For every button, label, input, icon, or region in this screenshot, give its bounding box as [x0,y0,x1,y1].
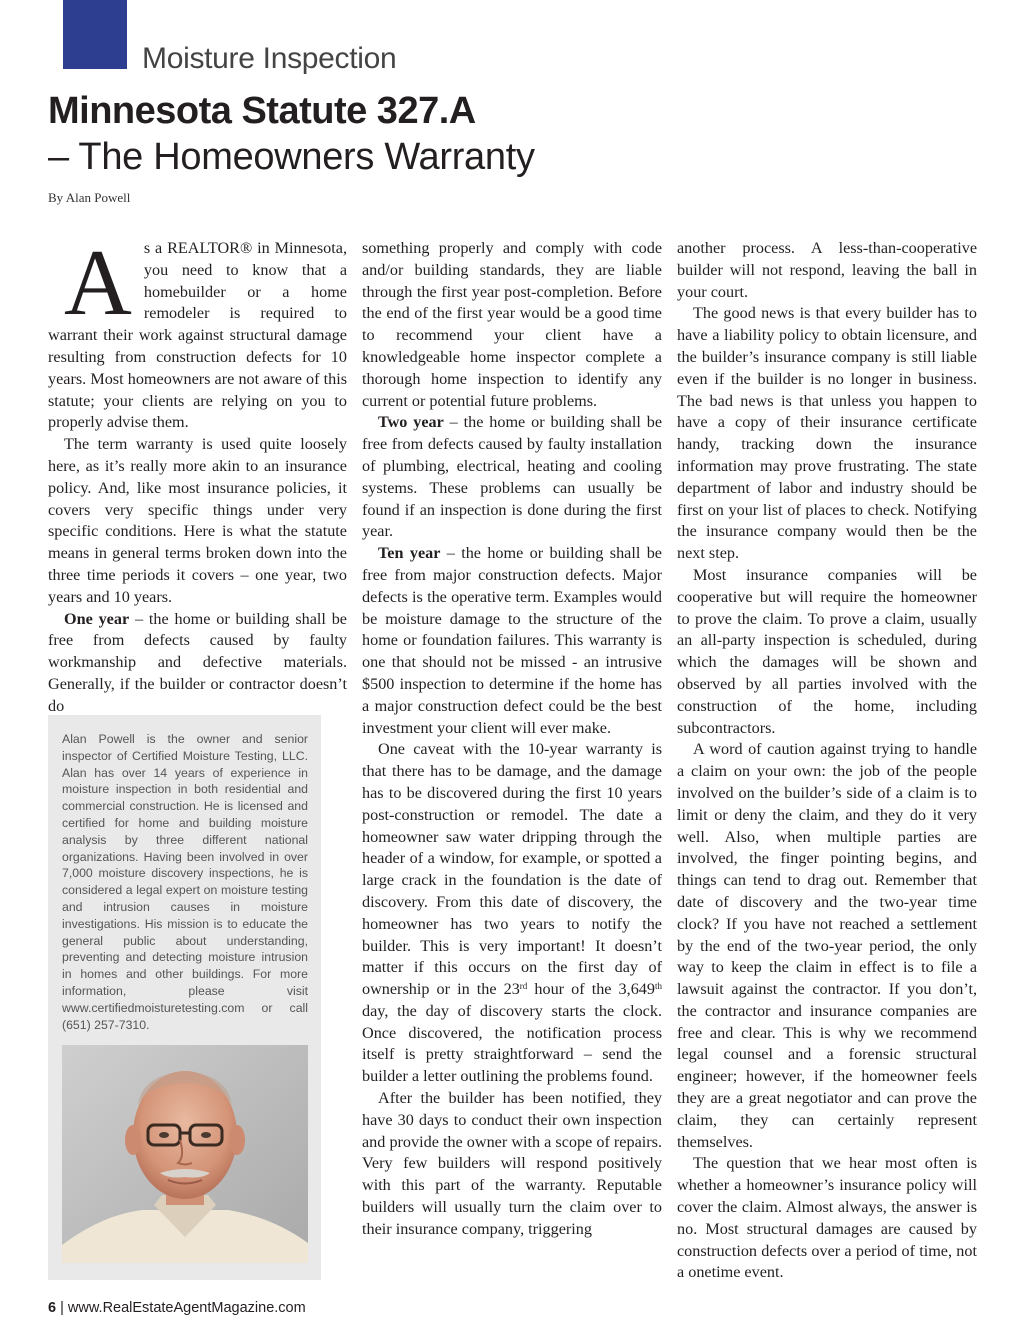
drop-cap: A [64,231,132,335]
article-paragraph: After the builder has been notified, they have 30 days to conduct their own inspection and provide the owner with a scope of repairs. Very few builders will respond positively with this part of the warranty. Reputable builders will usually turn the claim over to their insurance company, triggering [362,1089,662,1238]
paragraph-text: – the home or building shall be free from defects caused by faulty workmanship and defective materials. Generally, if the builder or contractor doesn’t do [48,609,347,715]
headline-line-1: Minnesota Statute 327.A [48,90,476,132]
paragraph-text: hour of the 3,649 [527,980,655,999]
article-column-2 [362,238,662,1241]
footer-website-link[interactable]: www.RealEstateAgentMagazine.com [67,1300,306,1316]
paragraph-text: s a REALTOR® in Minnesota, you need to know that a homebuilder or a home remodeler is required to warrant their work against structural damage resulting from construction defects for 10 years. Most homeowners are not aware of this statute; your clients are relying on you to properly advise them. [48,239,347,432]
article-paragraph: Most insurance companies will be cooperative but will require the homeowner to prove the claim. To prove a claim, usually an all-party inspection is scheduled, during which the damages will be shown and observed by all parties involved with the construction of the home, including subcontractors. [677,565,977,737]
article-paragraph: The good news is that every builder has to have a liability policy to obtain licensure, and the builder’s insurance company is still liable even if the builder is no longer in business. The bad news is that unless you happen to have a copy of their insurance certificate handy, tracking down the insurance information may prove frustrating. The state department of labor and industry should be first on your list of places to check. Notifying the insurance company would then be the next step. [677,304,977,563]
lead-in: Ten year [378,544,441,563]
article-paragraph: The term warranty is used quite loosely here, as it’s really more akin to an insurance policy. And, like most insurance policies, it covers very specific things under very specific conditions. Here is what the statute means in general terms broken down into the three time periods it covers – one year, two years and 10 years. [48,435,347,606]
byline: By Alan Powell [48,190,131,205]
author-portrait-image [62,1045,308,1263]
paragraph-text: One caveat with the 10-year warranty is that there has to be damage, and the damage has to be discovered during the first 10 years post-construction or remodel. The date a homeowner saw water dripping through the header of a window, for example, or spotted a large crack in the foundation is the date of discovery. From this date of discovery, the homeowner has two years to notify the builder. This is very important! It doesn’t matter if this occurs on the first day of ownership or in the 23 [362,740,662,999]
author-bio-box [48,715,321,1280]
lead-in: Two year [378,413,444,432]
page-footer [48,1300,306,1316]
article-paragraph: something properly and comply with code and/or building standards, they are liable through the first year post-completion. Before the end of the first year would be a good time to recommend your client have a knowledgeable home inspector complete a thorough home inspection to identify any current or potential future problems. [362,239,662,410]
paragraph-text: – the home or building shall be free from defects caused by faulty installation of plumbing, electrical, heating and cooling systems. These problems can usually be found if an inspection is done during the first year. [362,413,662,541]
section-label: Moisture Inspection [142,42,397,75]
author-bio-text: Alan Powell is the owner and senior inspector of Certified Moisture Testing, LLC. Alan has over 14 years of experience in moisture inspection in both residential and commercial construction. He is licensed and certified for home and building moisture analysis by three different national organizations. Having been involved in over 7,000 moisture discovery inspections, he is considered a legal expert on moisture testing and intrusion causes in moisture investigations. His mission is to educate the general public about understanding, preventing and detecting moisture intrusion in homes and other buildings. For more information, please visit www.certifiedmoisturetesting.com or call (651) 257-7310. [62,732,308,1032]
article-paragraph: A word of caution against trying to handle a claim on your own: the job of the people involved on the builder’s side of a claim is to limit or deny the claim, and they do it very well. Also, when multiple parties are involved, the finger pointing begins, and things can tend to drag out. Remember that date of discovery and the two-year time clock? If you have not reached a settlement by the end of the two-year period, the only way to keep the claim in effect is to file a lawsuit against the contractor. If you don’t, the contractor and insurance companies are free and clear. This is why we recommend legal counsel and a forensic structural engineer; however, if the homeowner feels they are a great negotiator and can prove the claim, they can certainly represent themselves. [677,740,977,1151]
article-paragraph [48,609,347,718]
article-paragraph [48,231,347,434]
footer-separator: | [60,1300,64,1316]
paragraph-text: day, the day of discovery starts the clock. Once discovered, the notification process itself is pretty straightforward – send the builder a letter outlining the problems found. [362,1001,662,1086]
superscript: th [654,981,662,992]
page-number: 6 [48,1300,57,1316]
article-paragraph [362,543,662,739]
article-headline [48,88,948,180]
author-photo [62,1045,308,1263]
article-paragraph [362,412,662,543]
article-column-3 [677,238,977,1284]
article-paragraph: another process. A less-than-cooperative builder will not respond, leaving the ball in your court. [677,239,977,301]
article-paragraph [362,739,662,1088]
article-paragraph: The question that we hear most often is whether a homeowner’s insurance policy will cover the claim. Almost always, the answer is no. Most structural damages are caused by construction defects over a period of time, not a onetime event. [677,1154,977,1282]
article-column-1 [48,231,347,718]
headline-line-2: – The Homeowners Warranty [48,136,535,178]
superscript: rd [519,981,528,992]
paragraph-text: – the home or building shall be free from major construction defects. Major defects is the operative term. Examples would be moisture damage to the structure of the home or foundation failures. This warranty is one that should not be missed - an intrusive $500 inspection to determine if the home has a major construction defect could be the best investment your client will ever make. [362,544,662,737]
section-color-tab [63,0,127,69]
lead-in: One year [64,609,130,628]
